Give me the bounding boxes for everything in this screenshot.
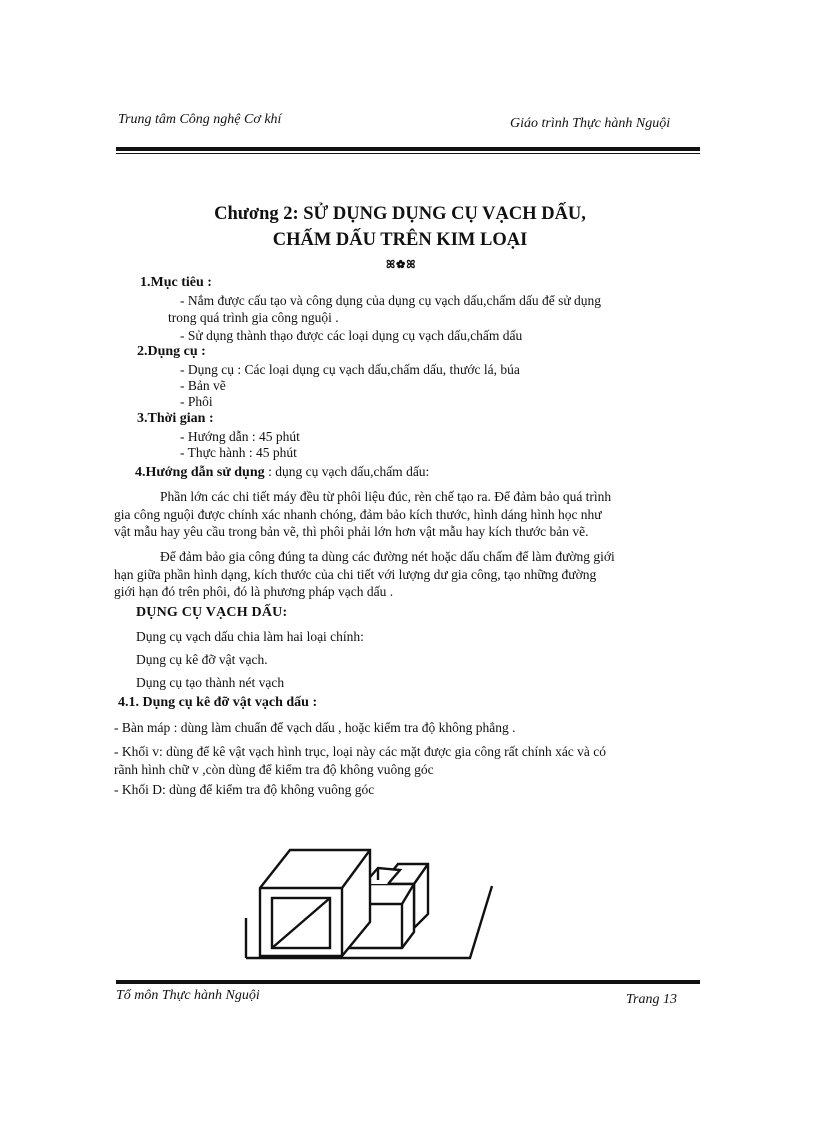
section-4-1-heading: 4.1. Dụng cụ kê đỡ vật vạch dấu :	[118, 695, 318, 710]
tools-line1: Dụng cụ vạch dấu chia làm hai loại chính:	[136, 629, 364, 644]
footer-left: Tổ môn Thực hành Nguội	[116, 988, 260, 1003]
footer-rule	[116, 980, 700, 984]
s41-line4: - Khối D: dùng để kiểm tra độ không vuông góc	[114, 782, 375, 797]
s4-p1-line3: vật mẫu hay yêu cầu trong bản vẽ, thì phôi phải lớn hơn vật mẫu hay kích thước bản vẽ.	[114, 524, 589, 539]
header-rule-thin	[116, 153, 700, 154]
s4-p1-line2: gia công nguội được chính xác nhanh chóng, đảm bảo kích thước, hình dáng hình học như	[114, 507, 602, 522]
s3-line2: - Thực hành : 45 phút	[180, 445, 297, 460]
chapter-title-line2: CHẤM DẤU TRÊN KIM LOẠI	[272, 230, 528, 250]
ornament: ꕤ✿ꕤ	[386, 259, 417, 271]
header-right: Giáo trình Thực hành Nguội	[510, 116, 671, 131]
header-left: Trung tâm Công nghệ Cơ khí	[118, 112, 282, 127]
s4-p1-line1: Phần lớn các chi tiết máy đều từ phôi liệu đúc, rèn chế tạo ra. Để đảm bảo quá trình	[160, 489, 612, 504]
s2-line3: - Phôi	[180, 394, 213, 409]
chapter-title-line1: Chương 2: SỬ DỤNG DỤNG CỤ VẠCH DẤU,	[214, 204, 586, 224]
s2-line2: - Bản vẽ	[180, 378, 226, 393]
section-4-heading: 4.Hướng dẫn sử dụng	[135, 465, 269, 480]
s4-p2-line1: Để đảm bảo gia công đúng ta dùng các đường nét hoặc dấu chấm để làm đường giới	[160, 549, 615, 564]
section-4-heading-row	[135, 464, 429, 481]
s41-line3: rãnh hình chữ v ,còn dùng để kiểm tra độ không vuông góc	[114, 762, 434, 777]
header-rule	[116, 147, 700, 151]
tools-heading: DỤNG CỤ VẠCH DẤU:	[136, 605, 288, 620]
s3-line1: - Hướng dẫn : 45 phút	[180, 429, 300, 444]
tools-line3: Dụng cụ tạo thành nét vạch	[136, 675, 285, 690]
s4-p2-line2: hạn giữa phần hình dạng, kích thước của chi tiết với lượng dư gia công, tạo những đường	[114, 567, 597, 582]
section-1-heading: 1.Mục tiêu :	[140, 275, 212, 290]
s2-line1: - Dụng cụ : Các loại dụng cụ vạch dấu,chấm dấu, thước lá, búa	[180, 362, 520, 377]
section-2-heading: 2.Dụng cụ :	[137, 344, 206, 359]
surface-plate-figure	[230, 828, 500, 964]
tools-line2: Dụng cụ kê đỡ vật vạch.	[136, 652, 268, 667]
section-4-heading-tail: : dụng cụ vạch dấu,chấm dấu:	[268, 464, 430, 479]
s4-p2-line3: giới hạn đó trên phôi, đó là phương pháp vạch dấu .	[114, 584, 394, 599]
s41-line2: - Khối v: dùng để kê vật vạch hình trục, loại này các mặt được gia công rất chính xác và có	[114, 744, 607, 759]
s1-line3: - Sử dụng thành thạo được các loại dụng cụ vạch dấu,chấm dấu	[180, 328, 523, 343]
page-number: Trang 13	[626, 992, 677, 1007]
s1-line2: trong quá trình gia công nguội .	[168, 310, 339, 325]
front-block	[260, 850, 370, 956]
s1-line1: - Nắm được cấu tạo và công dụng của dụng cụ vạch dấu,chấm dấu để sử dụng	[180, 293, 602, 308]
s41-line1: - Bàn máp : dùng làm chuẩn để vạch dấu , hoặc kiểm tra độ không phẳng .	[114, 720, 516, 735]
section-3-heading: 3.Thời gian :	[137, 411, 214, 426]
